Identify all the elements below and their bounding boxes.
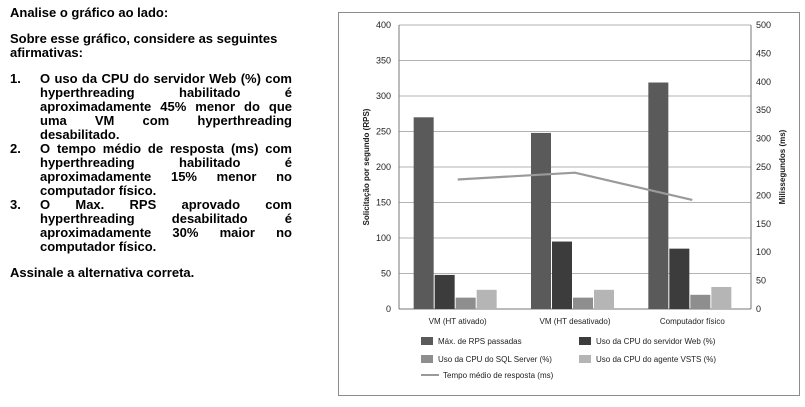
bar-1	[414, 117, 434, 309]
y2-tick-label: 200	[756, 190, 772, 201]
bar-4	[711, 287, 731, 309]
y2-tick-label: 100	[756, 247, 772, 258]
question-closing: Assinale a alternativa correta.	[10, 265, 195, 280]
y2-tick-label: 150	[756, 218, 772, 229]
legend-swatch	[579, 355, 591, 363]
y2-tick-label: 500	[756, 20, 772, 30]
y2-tick-label: 300	[756, 133, 772, 144]
legend-swatch	[579, 337, 591, 345]
legend-swatch	[421, 337, 433, 345]
statement-number: 2.	[10, 141, 21, 156]
y-tick-label: 350	[375, 55, 391, 66]
y2-tick-label: 350	[756, 105, 772, 116]
statement-number: 3.	[10, 197, 21, 212]
combo-chart	[339, 13, 799, 395]
x-tick-label: VM (HT ativado)	[428, 317, 487, 326]
bar-1	[531, 133, 551, 309]
y2-tick-label: 400	[756, 76, 772, 87]
question-text	[10, 6, 292, 292]
bar-4	[477, 290, 497, 309]
statement-number: 1.	[10, 71, 21, 86]
y-tick-label: 100	[375, 233, 391, 243]
y-tick-label: 250	[375, 126, 391, 137]
statement-text: O tempo médio de resposta (ms) com hyperthreading habilitado é aproximadamente 15% menor no computador físico.	[40, 141, 292, 198]
chart-frame	[338, 12, 800, 396]
y2-tick-label: 0	[756, 304, 762, 314]
bar-3	[573, 298, 593, 309]
question-intro: Analise o gráfico ao lado:	[10, 5, 169, 20]
legend-swatch	[421, 355, 433, 363]
statement-text: O uso da CPU do servidor Web (%) com hyperthreading habilitado é aproximadamente 45% menor do que uma VM com hyperthreading desabilitado.	[40, 71, 292, 142]
bar-2	[669, 249, 689, 309]
legend-label: Uso da CPU do SQL Server (%)	[438, 355, 552, 364]
y-tick-label: 400	[375, 20, 391, 30]
statement-item	[10, 142, 292, 198]
y2-axis-title: Milissegundos (ms)	[778, 129, 787, 205]
statement-list	[10, 72, 292, 254]
y-axis-title: Solicitação por segundo (RPS)	[362, 108, 371, 226]
x-tick-label: VM (HT desativado)	[539, 317, 611, 326]
legend-label: Uso da CPU do servidor Web (%)	[596, 337, 716, 346]
bar-2	[435, 275, 455, 309]
legend-label: Tempo médio de resposta (ms)	[443, 371, 554, 380]
y-tick-label: 150	[375, 197, 391, 208]
bar-4	[594, 290, 614, 309]
bar-3	[690, 295, 710, 309]
y-tick-label: 300	[375, 91, 391, 101]
bar-2	[552, 242, 572, 309]
question-prompt: Sobre esse gráfico, considere as seguintes afirmativas:	[10, 31, 278, 60]
legend-label: Máx. de RPS passadas	[438, 337, 522, 346]
y2-tick-label: 450	[756, 48, 772, 59]
statement-item	[10, 198, 292, 254]
statement-text: O Max. RPS aprovado com hyperthreading desabilitado é aproximadamente 30% maior no computador físico.	[40, 197, 292, 254]
y-tick-label: 0	[385, 304, 391, 314]
x-tick-label: Computador físico	[659, 317, 725, 326]
legend-label: Uso da CPU do agente VSTS (%)	[596, 355, 717, 364]
y-tick-label: 200	[375, 162, 391, 172]
bar-3	[456, 298, 476, 309]
y2-tick-label: 250	[756, 162, 772, 172]
bar-1	[648, 83, 668, 309]
statement-item	[10, 72, 292, 142]
y2-tick-label: 50	[756, 275, 767, 286]
y-tick-label: 50	[380, 268, 391, 279]
